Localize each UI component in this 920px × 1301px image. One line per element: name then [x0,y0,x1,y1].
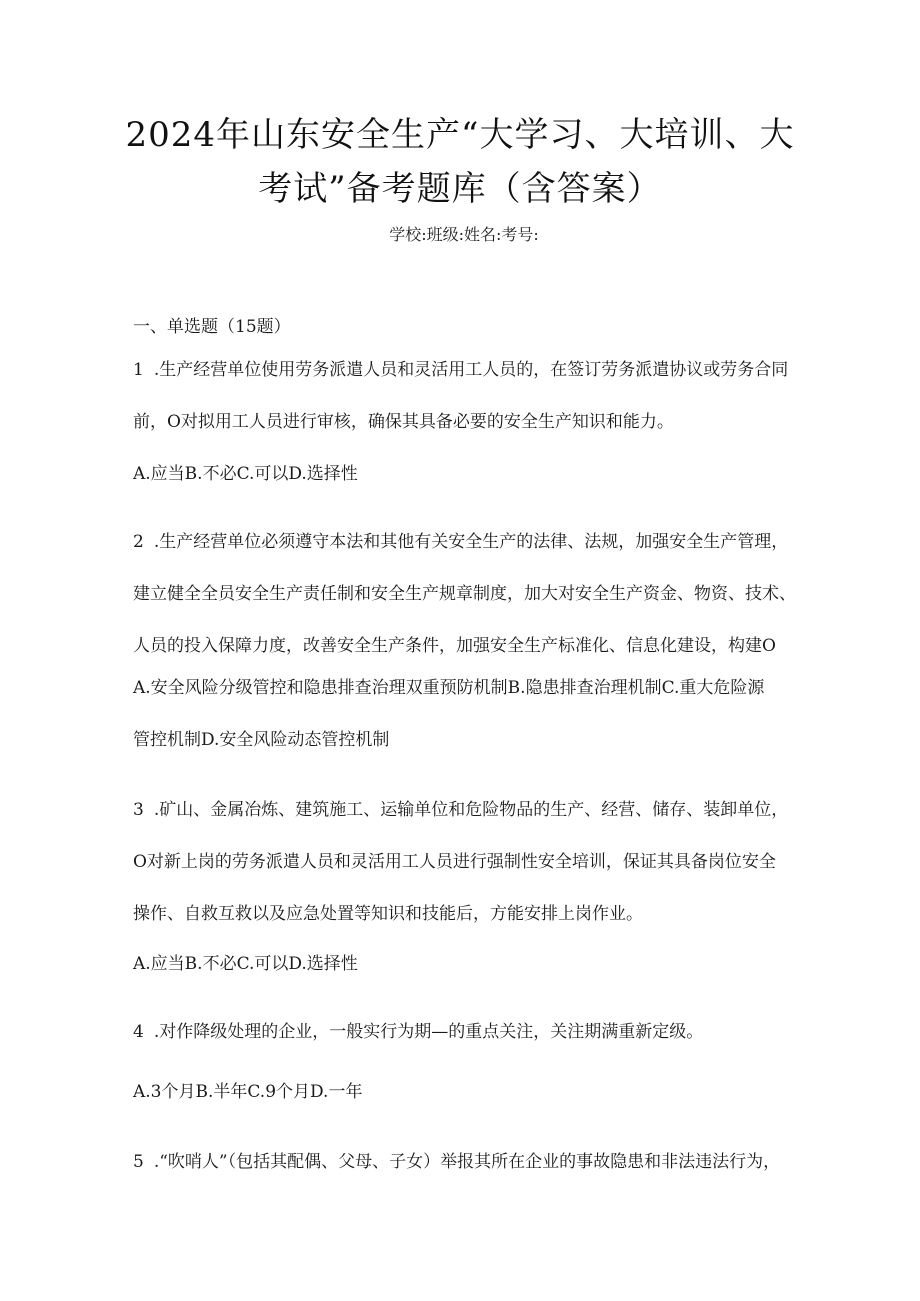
options-line: A.应当B.不必C.可以D.选择性 [133,954,358,974]
question-4 [133,1006,801,1058]
question-number: 4 [133,1022,144,1042]
question-1 [133,344,801,448]
question-5-line-1 [133,1136,801,1188]
question-3-line-1 [133,784,801,836]
question-4-options [133,1066,801,1118]
title-line-2: 考试”备考题库（含答案） [258,169,662,209]
student-info-text: 学校:班级:姓名:考号: [389,225,539,244]
question-3-line-2: O对新上岗的劳务派遣人员和灵活用工人员进行强制性安全培训，保证其具备岗位安全 [133,852,776,872]
question-2-line-3: 人员的投入保障力度，改善安全生产条件，加强安全生产标准化、信息化建设，构建O [133,636,776,656]
document-title [120,108,800,216]
student-info-line [0,222,920,245]
question-2-line-2: 建立健全全员安全生产责任制和安全生产规章制度，加大对安全生产资金、物资、技术、 [133,584,796,604]
question-number: 1 [133,360,144,380]
question-2-line-1 [133,516,801,568]
question-3-options [133,938,801,990]
question-2-options [133,662,801,766]
question-1-line-2: 前，O对拟用工人员进行审核，确保其具备必要的安全生产知识和能力。 [133,412,674,432]
question-4-line-1 [133,1006,801,1058]
title-line-1: 2024年山东安全生产“大学习、大培训、大 [125,115,795,155]
options-line: 管控机制D.安全风险动态管控机制 [133,730,390,750]
question-text: .矿山、金属冶炼、建筑施工、运输单位和危险物品的生产、经营、储存、装卸单位， [153,800,789,820]
question-number: 5 [133,1152,144,1172]
question-2 [133,516,801,672]
question-text: .“吹哨人”（包括其配偶、父母、子女）举报其所在企业的事故隐患和非法违法行为， [153,1152,781,1172]
question-1-line-1 [133,344,801,396]
options-line: A.3个月B.半年C.9个月D.一年 [133,1082,363,1102]
section-heading: 一、单选题（15题） [133,317,291,337]
question-number: 3 [133,800,144,820]
options-line: A.安全风险分级管控和隐患排查治理双重预防机制B.隐患排查治理机制C.重大危险源 [133,678,765,698]
options-line: A.应当B.不必C.可以D.选择性 [133,464,358,484]
question-3 [133,784,801,940]
question-text: .生产经营单位必须遵守本法和其他有关安全生产的法律、法规，加强安全生产管理， [153,532,789,552]
question-text: .生产经营单位使用劳务派遣人员和灵活用工人员的，在签订劳务派遣协议或劳务合同 [153,360,789,380]
question-text: .对作降级处理的企业，一般实行为期—的重点关注，关注期满重新定级。 [153,1022,704,1042]
question-5 [133,1136,801,1188]
question-1-options [133,448,801,500]
question-3-line-3: 操作、自救互救以及应急处置等知识和技能后，方能安排上岗作业。 [133,904,643,924]
question-number: 2 [133,532,144,552]
